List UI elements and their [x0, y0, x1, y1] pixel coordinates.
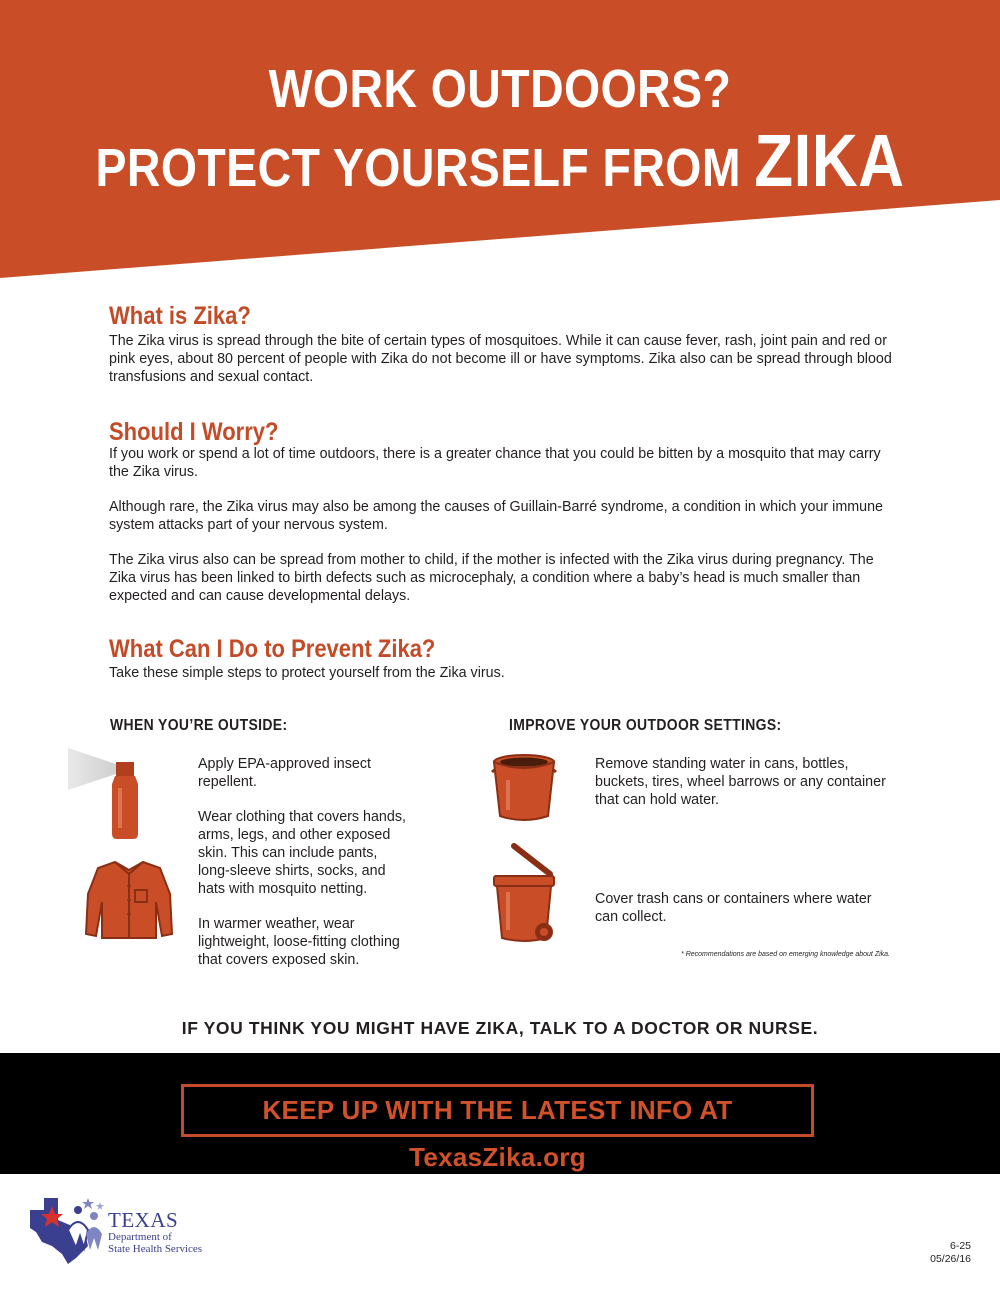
tip-clothing: Wear clothing that covers hands, arms, legs, and other exposed skin. This can include pants, long-sleeve shirts, socks, and hats with mosquito netting.: [198, 809, 406, 897]
tip-warm-weather: In warmer weather, wear lightweight, loose-fitting clothing that covers exposed skin.: [198, 916, 400, 968]
title-line-2: [70, 118, 930, 203]
settings-title-text: IMPROVE YOUR OUTDOOR SETTINGS:: [509, 717, 782, 734]
section-should-i-worry: [109, 418, 894, 605]
outside-title: [110, 717, 307, 735]
tip-remove-standing-water: Remove standing water in cans, bottles, buckets, tires, wheel barrows or any container that can hold water.: [595, 756, 886, 808]
text-prevent: Take these simple steps to protect yourself from the Zika virus.: [109, 665, 505, 681]
document-id: 6-25: [949, 1240, 971, 1252]
logo-texas: TEXAS: [108, 1208, 179, 1232]
document-date: 05/26/16: [930, 1253, 971, 1265]
logo-line-2: Department of: [108, 1231, 172, 1243]
section-what-is-zika: [109, 302, 894, 386]
outside-tips: [198, 755, 413, 969]
settings-title: [509, 717, 812, 735]
heading-what-is-zika: What is Zika?: [109, 302, 251, 330]
title-line-1: WORK OUTDOORS?: [268, 59, 732, 119]
bucket-icon: [488, 752, 560, 824]
website-banner[interactable]: KEEP UP WITH THE LATEST INFO AT TexasZika.org: [181, 1084, 814, 1137]
tip-cover-trash-cans: Cover trash cans or containers where water can collect.: [595, 891, 872, 925]
dshs-logo-text: [108, 1209, 202, 1255]
recommendations-note: * Recommendations are based on emerging knowledge about Zika.: [681, 951, 890, 958]
text-worry-3: The Zika virus also can be spread from mother to child, if the mother is infected with the Zika virus during pregnancy. The Zika virus has been linked to birth defects such as microcephaly, a condition where a baby’s head is much smaller than expected and can cause developmental delays.: [109, 552, 874, 604]
title-line-2-prefix: PROTECT YOURSELF FROM: [95, 138, 755, 198]
repellent-spray-icon: [66, 744, 146, 844]
document-code: [930, 1240, 971, 1266]
heading-should-i-worry: Should I Worry?: [109, 418, 279, 446]
header-banner: [0, 0, 1000, 280]
logo-line-3: State Health Services: [108, 1243, 203, 1255]
text-what-is-zika: The Zika virus is spread through the bite of certain types of mosquitoes. While it can cause fever, rash, joint pain and red or pink eyes, about 80 percent of people with Zika do not become ill or have symptoms. Zika also can be spread through blood transfusions and sexual contact.: [109, 333, 892, 385]
title-zika: ZIKA: [754, 119, 905, 202]
doctor-callout: IF YOU THINK YOU MIGHT HAVE ZIKA, TALK TO A DOCTOR OR NURSE.: [181, 1018, 819, 1038]
dshs-logo-icon: [28, 1196, 110, 1266]
section-prevent: [109, 635, 894, 682]
covered-trash-can-icon: [486, 842, 564, 946]
long-sleeve-shirt-icon: [82, 858, 176, 942]
text-worry-2: Although rare, the Zika virus may also be among the causes of Guillain-Barré syndrome, a condition in which your immune system attacks part of your nervous system.: [109, 499, 883, 533]
heading-prevent: What Can I Do to Prevent Zika?: [109, 635, 436, 663]
outside-title-text: WHEN YOU’RE OUTSIDE:: [110, 717, 288, 734]
tip-repellent: Apply EPA-approved insect repellent.: [198, 756, 371, 790]
text-worry-1: If you work or spend a lot of time outdoors, there is a greater chance that you could be bitten by a mosquito that may carry the Zika virus.: [109, 446, 881, 480]
